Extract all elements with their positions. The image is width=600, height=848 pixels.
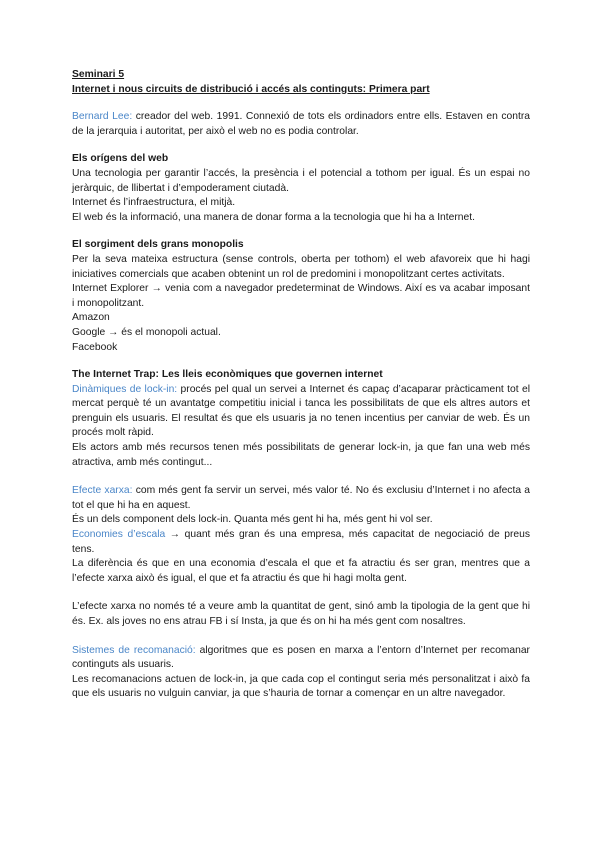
recommendation-note: Les recomanacions actuen de lock-in, ja que cada cop el contingut seria més personalitzat i això fa que els usuaris no vulguin canviar, ja que s’hauria de tornar a començar en un altre navegador. xyxy=(72,673,530,700)
origins-paragraph: Internet és l’infraestructura, el mitjà. xyxy=(72,197,236,209)
origins-paragraph: El web és la informació, una manera de donar forma a la tecnologia que hi ha a Internet. xyxy=(72,211,475,223)
spacer xyxy=(72,630,530,644)
intro-section xyxy=(72,110,530,139)
term-scale-economies: Economies d’escala xyxy=(72,529,166,541)
monopolies-paragraph: Internet Explorer → venia com a navegador predeterminat de Windows. Així es va acabar imposant i monopolitzant. xyxy=(72,283,530,309)
actors-paragraph: Els actors amb més recursos tenen més possibilitats de generar lock-in, ja que fan una web més atractiva, amb més contingut... xyxy=(72,442,530,468)
term-recommendation-systems: Sistemes de recomanació: xyxy=(72,644,196,656)
term-lockin: Dinàmiques de lock-in: xyxy=(72,383,178,395)
document-page xyxy=(72,68,530,702)
monopoly-item: Amazon xyxy=(72,312,110,324)
typology-paragraph: L’efecte xarxa no només té a veure amb la quantitat de gent, sinó amb la tipologia de la gent que hi és. Ex. als joves no ens atrau FB i sí Insta, ja que és on hi ha més gent com nosaltres. xyxy=(72,601,530,627)
origins-section xyxy=(72,152,530,225)
spacer xyxy=(72,470,530,484)
title-block xyxy=(72,68,530,97)
lockin-paragraph xyxy=(72,383,530,441)
origins-heading: Els orígens del web xyxy=(72,153,169,165)
network-effect-text: com més gent fa servir un servei, més valor té. No és exclusiu d’Internet i no afecta a tot el que hi ha en aquest. xyxy=(72,485,530,511)
scale-economies-text: → quant més gran és una empresa, més capacitat de negociació de preus tens. xyxy=(72,529,530,555)
term-bernard-lee: Bernard Lee: xyxy=(72,111,133,123)
monopoly-item: Facebook xyxy=(72,341,118,353)
monopolies-section xyxy=(72,238,530,355)
internet-trap-section xyxy=(72,368,530,702)
origins-paragraph: Una tecnologia per garantir l’accés, la presència i el potencial a tothom per igual. És un espai no jeràrquic, de llibertat i d’empoderament ciutadà. xyxy=(72,167,530,194)
network-effect-paragraph xyxy=(72,484,530,513)
lockin-text: procés pel qual un servei a Internet és capaç d’acaparar pràcticament tot el mercat perquè té un avantatge competitiu inicial i tanca les possibilitats de que els altres autors et prenguin els usuaris. El resultat és que els usuaris ja no tenen incentius per canviar de web. És un procés molt ràpid. xyxy=(72,383,530,439)
internet-trap-heading: The Internet Trap: Les lleis econòmiques que governen internet xyxy=(72,369,383,381)
difference-paragraph: La diferència és que en una economia d’escala el que et fa atractiu és ser gran, mentres que a l’efecte xarxa això és igual, el que et fa atractiu és que hi hagi molta gent. xyxy=(72,558,530,584)
monopolies-paragraph: Per la seva mateixa estructura (sense controls, oberta per tothom) el web afavoreix que hi hagi iniciatives comercials que acaben obtenint un rol de predomini i monopolitzant certes activitats. xyxy=(72,253,530,280)
intro-text: creador del web. 1991. Connexió de tots els ordinadors entre ells. Estaven en contra de la jerarquia i autoritat, per això el web no es podia controlar. xyxy=(72,111,530,137)
monopoly-item: Google → és el monopoli actual. xyxy=(72,326,221,338)
recommendation-paragraph xyxy=(72,644,530,673)
scale-economies-paragraph xyxy=(72,528,530,557)
seminar-title: Seminari 5 xyxy=(72,69,125,80)
document-subtitle: Internet i nous circuits de distribució i accés als continguts: Primera part xyxy=(72,83,430,95)
intro-paragraph xyxy=(72,110,530,139)
spacer xyxy=(72,586,530,600)
monopolies-heading: El sorgiment dels grans monopolis xyxy=(72,239,244,251)
term-network-effect: Efecte xarxa: xyxy=(72,485,133,497)
network-effect-note: És un dels component dels lock-in. Quanta més gent hi ha, més gent hi vol ser. xyxy=(72,514,433,526)
recommendation-text: algoritmes que es posen en marxa a l’entorn d’Internet per recomanar continguts als usuaris. xyxy=(72,644,530,671)
